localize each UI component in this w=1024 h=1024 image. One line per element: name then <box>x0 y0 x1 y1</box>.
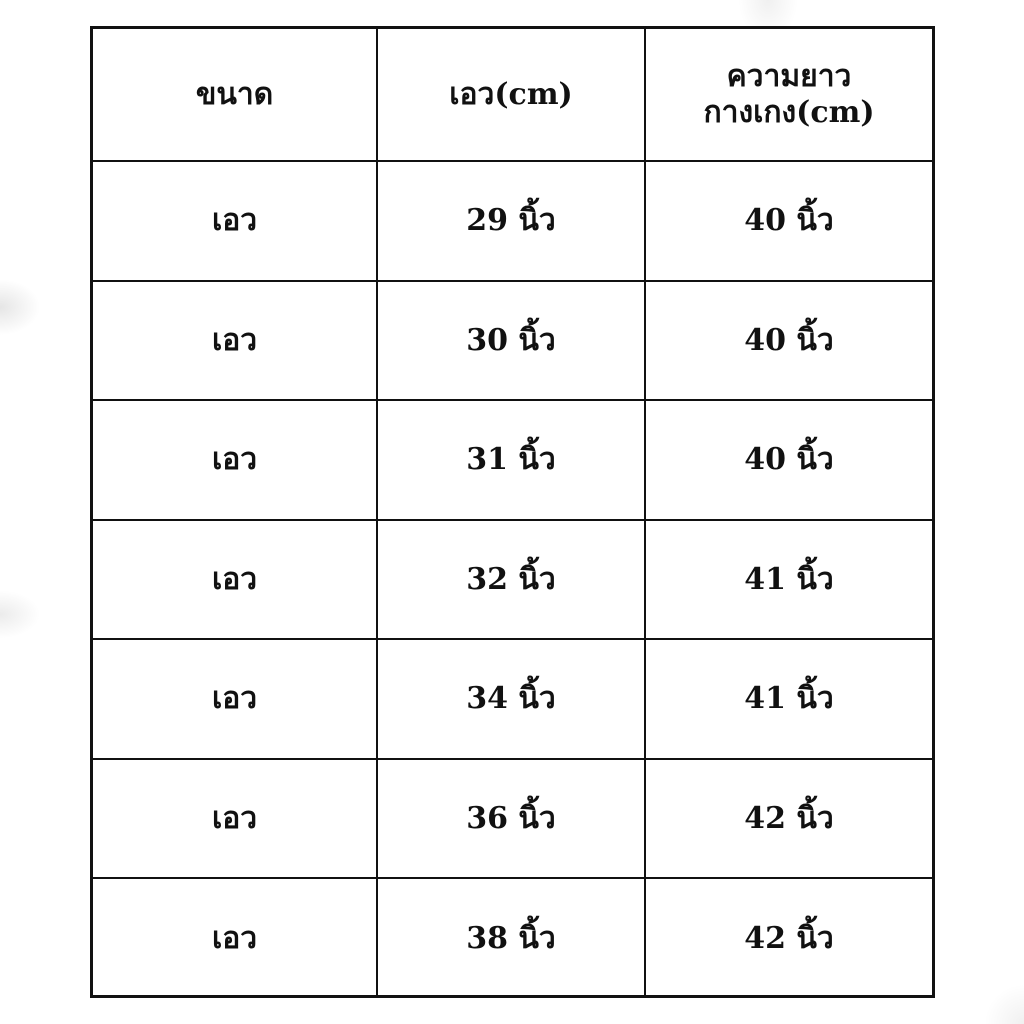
cell-size: เอว <box>93 759 377 879</box>
cell-length: 41 นิ้ว <box>645 639 932 759</box>
header-length-line2: กางเกง(cm) <box>703 94 875 130</box>
header-waist: เอว(cm) <box>377 29 645 161</box>
table-row <box>93 759 932 879</box>
cell-size: เอว <box>93 639 377 759</box>
table-row <box>93 639 932 759</box>
cell-waist: 30 นิ้ว <box>377 281 645 401</box>
header-length-line1: ความยาว <box>726 58 852 94</box>
table-header-row <box>93 29 932 161</box>
cell-waist: 34 นิ้ว <box>377 639 645 759</box>
cell-waist: 31 นิ้ว <box>377 400 645 520</box>
table-row <box>93 878 932 998</box>
header-length <box>645 29 932 161</box>
size-chart <box>90 26 935 998</box>
cell-length: 42 นิ้ว <box>645 759 932 879</box>
cell-length: 40 นิ้ว <box>645 281 932 401</box>
cell-length: 40 นิ้ว <box>645 400 932 520</box>
cell-waist: 36 นิ้ว <box>377 759 645 879</box>
cell-size: เอว <box>93 400 377 520</box>
cell-length: 41 นิ้ว <box>645 520 932 640</box>
cell-size: เอว <box>93 161 377 281</box>
cell-waist: 38 นิ้ว <box>377 878 645 998</box>
cell-size: เอว <box>93 281 377 401</box>
table-row <box>93 281 932 401</box>
table-row <box>93 161 932 281</box>
cell-length: 40 นิ้ว <box>645 161 932 281</box>
cell-size: เอว <box>93 878 377 998</box>
size-table <box>93 29 932 998</box>
cell-size: เอว <box>93 520 377 640</box>
cell-length: 42 นิ้ว <box>645 878 932 998</box>
header-size: ขนาด <box>93 29 377 161</box>
cell-waist: 32 นิ้ว <box>377 520 645 640</box>
cell-waist: 29 นิ้ว <box>377 161 645 281</box>
table-row <box>93 520 932 640</box>
table-row <box>93 400 932 520</box>
